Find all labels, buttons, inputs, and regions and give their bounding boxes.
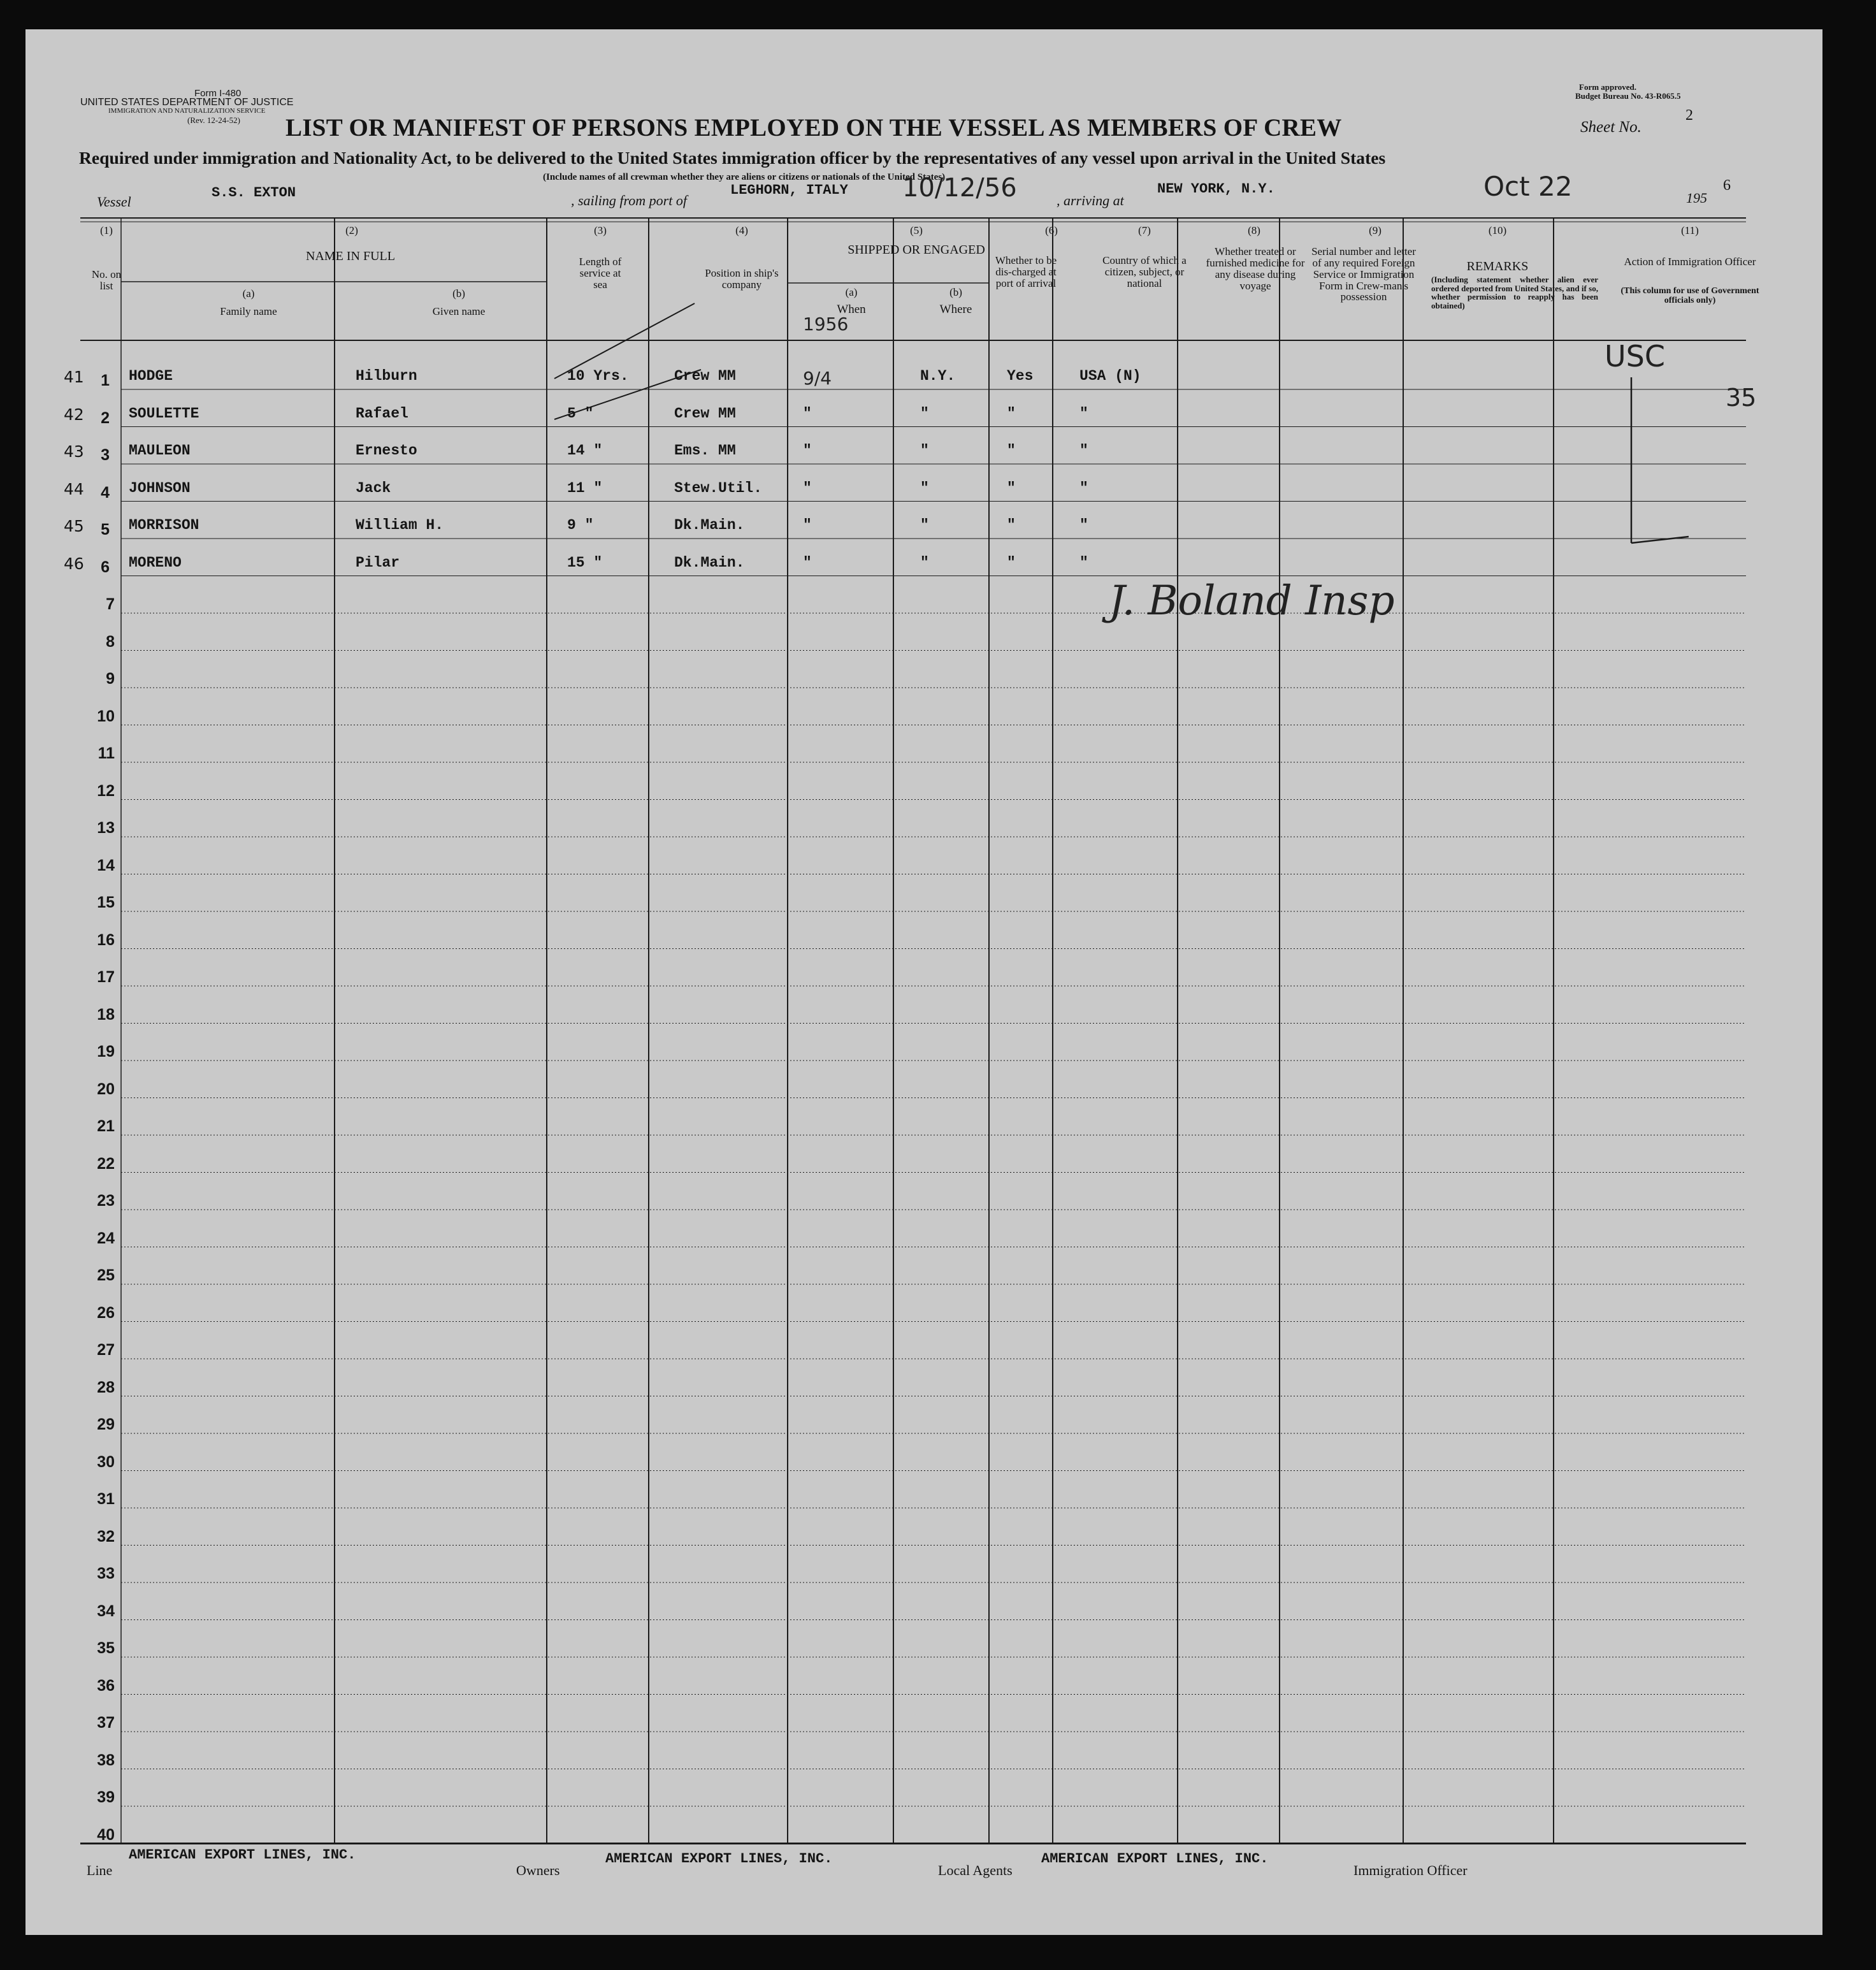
shipped-year: 1956 — [803, 314, 849, 335]
row-number: 16 — [97, 931, 115, 949]
cell-discharged: " — [1007, 517, 1016, 533]
row-number: 34 — [97, 1602, 115, 1620]
row-number: 14 — [97, 856, 115, 874]
row-number: 37 — [97, 1714, 115, 1732]
cell-given: William H. — [356, 517, 444, 533]
row-number: 32 — [97, 1527, 115, 1546]
cell-given: Jack — [356, 479, 391, 496]
cell-service: 11 " — [567, 479, 603, 496]
cell-position: Crew MM — [674, 368, 736, 384]
cell-where: " — [920, 479, 929, 496]
col-2-number: (2) — [345, 224, 358, 236]
cell-given: Hilburn — [356, 368, 417, 384]
cell-country: USA (N) — [1079, 368, 1141, 384]
cell-family: SOULETTE — [129, 405, 199, 422]
col-8-header: Whether treated or furnished medicine for any disease during voyage — [1206, 245, 1305, 292]
arriving-label: , arriving at — [1057, 192, 1124, 208]
col-5a-number: (a) — [845, 286, 858, 298]
service-name: IMMIGRATION AND NATURALIZATION SERVICE — [108, 107, 266, 115]
row-number: 19 — [97, 1043, 115, 1061]
footer-line-value: AMERICAN EXPORT LINES, INC. — [129, 1847, 356, 1863]
cell-where: " — [920, 442, 929, 459]
cell-where: " — [920, 517, 929, 533]
row-number: 3 — [101, 446, 110, 464]
row-number: 15 — [97, 894, 115, 911]
col-6-header: Whether to be dis-charged at port of arrival — [995, 254, 1057, 289]
row-prefix: 46 — [64, 554, 84, 573]
footer-line-label: Line — [87, 1862, 113, 1878]
footer-agents-value: AMERICAN EXPORT LINES, INC. — [1041, 1851, 1269, 1867]
cell-service: 5 " — [567, 405, 594, 422]
form-number: Form I-480 — [194, 88, 242, 99]
year-digit: 6 — [1723, 177, 1731, 194]
col-3-header: Length of service at sea — [579, 256, 622, 291]
cell-service: 10 Yrs. — [567, 368, 629, 384]
row-number: 35 — [97, 1639, 115, 1657]
col-5-header: SHIPPED OR ENGAGED — [848, 243, 985, 257]
col-5a-header: When — [837, 303, 866, 316]
sailing-date: 10/12/56 — [902, 173, 1017, 203]
col-2b-header: Given name — [432, 305, 486, 317]
footer-owners-value: AMERICAN EXPORT LINES, INC. — [605, 1851, 833, 1867]
row-number: 29 — [97, 1416, 115, 1433]
row-number: 6 — [101, 558, 110, 576]
arrival-port: NEW YORK, N.Y. — [1157, 181, 1275, 197]
row-number: 30 — [97, 1452, 115, 1471]
row-number: 5 — [101, 521, 110, 539]
cell-given: Rafael — [356, 405, 408, 422]
col-11-header: Action of Immigration Officer — [1624, 256, 1756, 268]
col-11-number: (11) — [1681, 224, 1699, 236]
col-1-header: No. on list — [91, 268, 122, 292]
row-number: 10 — [97, 707, 115, 725]
row-number: 2 — [101, 409, 110, 427]
cell-family: MORENO — [129, 554, 182, 571]
row-number: 7 — [106, 595, 115, 613]
row-prefix: 43 — [64, 442, 84, 461]
row-number: 24 — [97, 1229, 115, 1247]
cell-position: Dk.Main. — [674, 554, 745, 571]
officer-mark: USC — [1605, 339, 1665, 373]
row-number: 22 — [97, 1154, 115, 1173]
row-number: 21 — [97, 1117, 115, 1135]
cell-family: JOHNSON — [129, 479, 191, 496]
row-number: 25 — [97, 1266, 115, 1284]
cell-where: " — [920, 405, 929, 422]
year-prefix: 195 — [1686, 190, 1707, 206]
col-2a-number: (a) — [242, 287, 255, 300]
col-8-number: (8) — [1248, 224, 1260, 236]
departure-port: LEGHORN, ITALY — [730, 182, 848, 198]
col-7-header: Country of which a citizen, subject, or national — [1102, 254, 1187, 289]
row-prefix: 41 — [64, 368, 84, 386]
cell-country: " — [1079, 442, 1088, 459]
col-3-number: (3) — [594, 224, 607, 236]
col-6-number: (6) — [1045, 224, 1058, 236]
row-number: 39 — [97, 1788, 115, 1806]
row-number: 9 — [106, 670, 115, 688]
row-prefix: 42 — [64, 405, 84, 424]
row-number: 23 — [97, 1192, 115, 1210]
row-prefix: 44 — [64, 479, 84, 498]
cell-position: Crew MM — [674, 405, 736, 422]
cell-discharged: " — [1007, 442, 1016, 459]
row-number: 8 — [106, 632, 115, 651]
cell-family: MAULEON — [129, 442, 191, 459]
cell-service: 9 " — [567, 517, 594, 533]
cell-position: Stew.Util. — [674, 479, 763, 496]
cell-discharged: " — [1007, 554, 1016, 571]
cell-country: " — [1079, 517, 1088, 533]
col-9-header: Serial number and letter of any required Foreign Service or Immigration Form in Crew-man's possession — [1311, 245, 1416, 303]
cell-discharged: " — [1007, 479, 1016, 496]
approval-line-2: Budget Bureau No. 43-R065.5 — [1575, 91, 1681, 101]
row-number: 36 — [97, 1676, 115, 1695]
row-number: 31 — [97, 1490, 115, 1508]
cell-discharged: " — [1007, 405, 1016, 422]
col-2-header: NAME IN FULL — [306, 249, 395, 263]
cell-when: " — [803, 442, 812, 459]
row-prefix: 45 — [64, 517, 84, 535]
cell-when: " — [803, 405, 812, 422]
cell-given: Pilar — [356, 554, 400, 571]
revision-date: (Rev. 12-24-52) — [187, 115, 240, 125]
cell-when: " — [803, 517, 812, 533]
row-number: 26 — [97, 1303, 115, 1322]
cell-service: 15 " — [567, 554, 603, 571]
department-name: UNITED STATES DEPARTMENT OF JUSTICE — [80, 97, 294, 108]
arrival-date: Oct 22 — [1483, 171, 1573, 202]
inspector-signature: J. Boland Insp — [1109, 577, 1395, 625]
cell-given: Ernesto — [356, 442, 417, 459]
cell-country: " — [1079, 479, 1088, 496]
footer-owners-label: Owners — [516, 1862, 560, 1878]
row-number: 17 — [97, 968, 115, 986]
row-number: 11 — [97, 744, 115, 762]
officer-bracket — [1631, 537, 1689, 543]
form-title: LIST OR MANIFEST OF PERSONS EMPLOYED ON THE VESSEL AS MEMBERS OF CREW — [285, 114, 1342, 141]
form-subtitle: Required under immigration and Nationality Act, to be delivered to the United States immigration officer by the representatives of any vessel upon arrival in the United States — [79, 148, 1386, 168]
sheet-number-label: Sheet No. — [1580, 119, 1642, 136]
col-4-number: (4) — [735, 224, 748, 236]
col-10-subheader: (Including statement whether alien ever ordered deported from United States, and if so, whether permission to reapply has been obtained) — [1431, 275, 1598, 310]
row-number: 20 — [97, 1080, 115, 1098]
cell-when: " — [803, 554, 812, 571]
row-number: 13 — [97, 819, 115, 837]
row-number: 33 — [97, 1565, 115, 1583]
col-11-subheader: (This column for use of Government officials only) — [1620, 286, 1759, 305]
col-10-header: REMARKS — [1466, 259, 1529, 273]
footer-agents-label: Local Agents — [938, 1862, 1013, 1878]
row-number: 18 — [97, 1005, 115, 1024]
row-number: 1 — [101, 372, 110, 389]
table-grid — [25, 29, 1822, 1935]
sailing-label: , sailing from port of — [571, 192, 687, 208]
cell-discharged: Yes — [1007, 368, 1034, 384]
cell-service: 14 " — [567, 442, 603, 459]
col-10-number: (10) — [1488, 224, 1507, 236]
col-7-number: (7) — [1138, 224, 1151, 236]
col-1-number: (1) — [100, 224, 113, 236]
cell-when: 9/4 — [803, 368, 832, 389]
crew-note: (Include names of all crewman whether they are aliens or citizens or nationals of the United States) — [543, 172, 946, 182]
footer-officer-label: Immigration Officer — [1353, 1862, 1468, 1878]
col-5b-header: Where — [939, 303, 972, 316]
cell-when: " — [803, 479, 812, 496]
row-number: 28 — [97, 1378, 115, 1396]
cell-family: MORRISON — [129, 517, 199, 533]
officer-count: 35 — [1726, 384, 1757, 412]
col-4-header: Position in ship's company — [705, 267, 779, 291]
col-5b-number: (b) — [949, 286, 962, 298]
cell-position: Ems. MM — [674, 442, 736, 459]
row-number: 27 — [97, 1341, 115, 1359]
row-number: 12 — [97, 781, 115, 800]
cell-country: " — [1079, 554, 1088, 571]
cell-country: " — [1079, 405, 1088, 422]
manifest-sheet — [25, 29, 1822, 1935]
cell-where: N.Y. — [920, 368, 956, 384]
cell-where: " — [920, 554, 929, 571]
vessel-name: S.S. EXTON — [212, 185, 296, 201]
approval-line-1: Form approved. — [1579, 82, 1637, 92]
col-5-number: (5) — [910, 224, 923, 236]
row-number: 4 — [101, 483, 110, 502]
col-2b-number: (b) — [452, 287, 465, 300]
row-number: 40 — [97, 1825, 115, 1844]
cell-position: Dk.Main. — [674, 517, 745, 533]
row-number: 38 — [97, 1751, 115, 1769]
sheet-number-value: 2 — [1685, 107, 1693, 124]
col-9-number: (9) — [1369, 224, 1382, 236]
col-2a-header: Family name — [220, 305, 277, 317]
cell-family: HODGE — [129, 368, 173, 384]
vessel-label: Vessel — [97, 194, 131, 210]
